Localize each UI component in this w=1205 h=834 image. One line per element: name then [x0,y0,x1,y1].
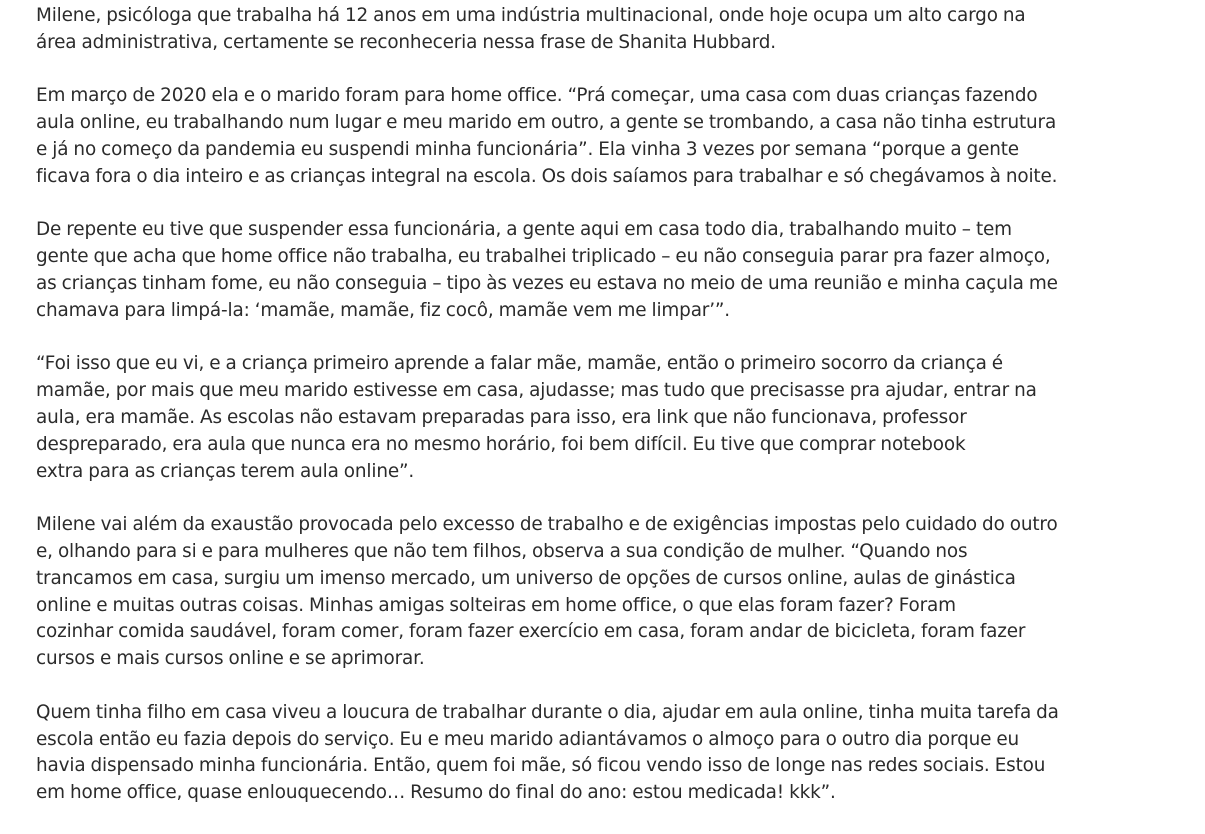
text-line: Quem tinha filho em casa viveu a loucura de trabalhar durante o dia, ajudar em aula online, tinha muita tarefa da [36,701,1059,723]
text-line: as crianças tinham fome, eu não conseguia – tipo às vezes eu estava no meio de uma reunião e minha caçula me [36,272,1058,294]
text-line: aula, era mamãe. As escolas não estavam preparadas para isso, era link que não funcionava, professor [36,406,967,428]
text-line: e, olhando para si e para mulheres que não tem filhos, observa a sua condição de mulher. “Quando nos [36,540,968,562]
paragraph [36,3,1202,57]
text-line: gente que acha que home office não trabalha, eu trabalhei triplicado – eu não conseguia parar pra fazer almoço, [36,246,1051,268]
text-line: área administrativa, certamente se reconheceria nessa frase de Shanita Hubbard. [36,31,776,53]
text-line: ficava fora o dia inteiro e as crianças integral na escola. Os dois saíamos para trabalhar e só chegávamos à noite. [36,165,1058,187]
paragraph [36,700,1202,807]
text-line: despreparado, era aula que nunca era no mesmo horário, foi bem difícil. Eu tive que comprar notebook [36,433,966,455]
text-line: havia dispensado minha funcionária. Então, quem foi mãe, só ficou vendo isso de longe nas redes sociais. Estou [36,755,1046,777]
text-line: extra para as crianças terem aula online”. [36,460,415,482]
text-line: “Foi isso que eu vi, e a criança primeiro aprende a falar mãe, mamãe, então o primeiro socorro da criança é [36,353,1003,375]
text-line: cozinhar comida saudável, foram comer, foram fazer exercício em casa, foram andar de bicicleta, foram fazer [36,621,1026,643]
paragraph [36,83,1202,190]
text-line: aula online, eu trabalhando num lugar e meu marido em outro, a gente se trombando, a casa não tinha estrutura [36,112,1057,134]
text-line: online e muitas outras coisas. Minhas amigas solteiras em home office, o que elas foram fazer? Foram [36,594,956,616]
paragraph [36,351,1202,485]
text-line: cursos e mais cursos online e se aprimorar. [36,648,425,670]
paragraph [36,512,1202,673]
text-line: mamãe, por mais que meu marido estivesse em casa, ajudasse; mas tudo que precisasse pra ajudar, entrar na [36,380,1037,402]
article-body [36,3,1202,834]
paragraph [36,217,1202,324]
text-line: escola então eu fazia depois do serviço. Eu e meu marido adiantávamos o almoço para o outro dia porque eu [36,728,1020,750]
text-line: trancamos em casa, surgiu um imenso mercado, um universo de opções de cursos online, aulas de ginástica [36,567,1016,589]
text-line: em home office, quase enlouquecendo… Resumo do final do ano: estou medicada! kkk”. [36,782,836,804]
text-line: e já no começo da pandemia eu suspendi minha funcionária”. Ela vinha 3 vezes por semana “porque a gente [36,138,1019,160]
text-line: De repente eu tive que suspender essa funcionária, a gente aqui em casa todo dia, trabalhando muito – tem [36,219,1012,241]
text-line: Em março de 2020 ela e o marido foram para home office. “Prá começar, uma casa com duas crianças fazendo [36,85,1038,107]
text-line: Milene vai além da exaustão provocada pelo excesso de trabalho e de exigências impostas pelo cuidado do outro [36,514,1058,536]
text-line: chamava para limpá-la: ‘mamãe, mamãe, fiz cocô, mamãe vem me limpar’”. [36,299,730,321]
text-line: Milene, psicóloga que trabalha há 12 anos em uma indústria multinacional, onde hoje ocupa um alto cargo na [36,5,1026,26]
